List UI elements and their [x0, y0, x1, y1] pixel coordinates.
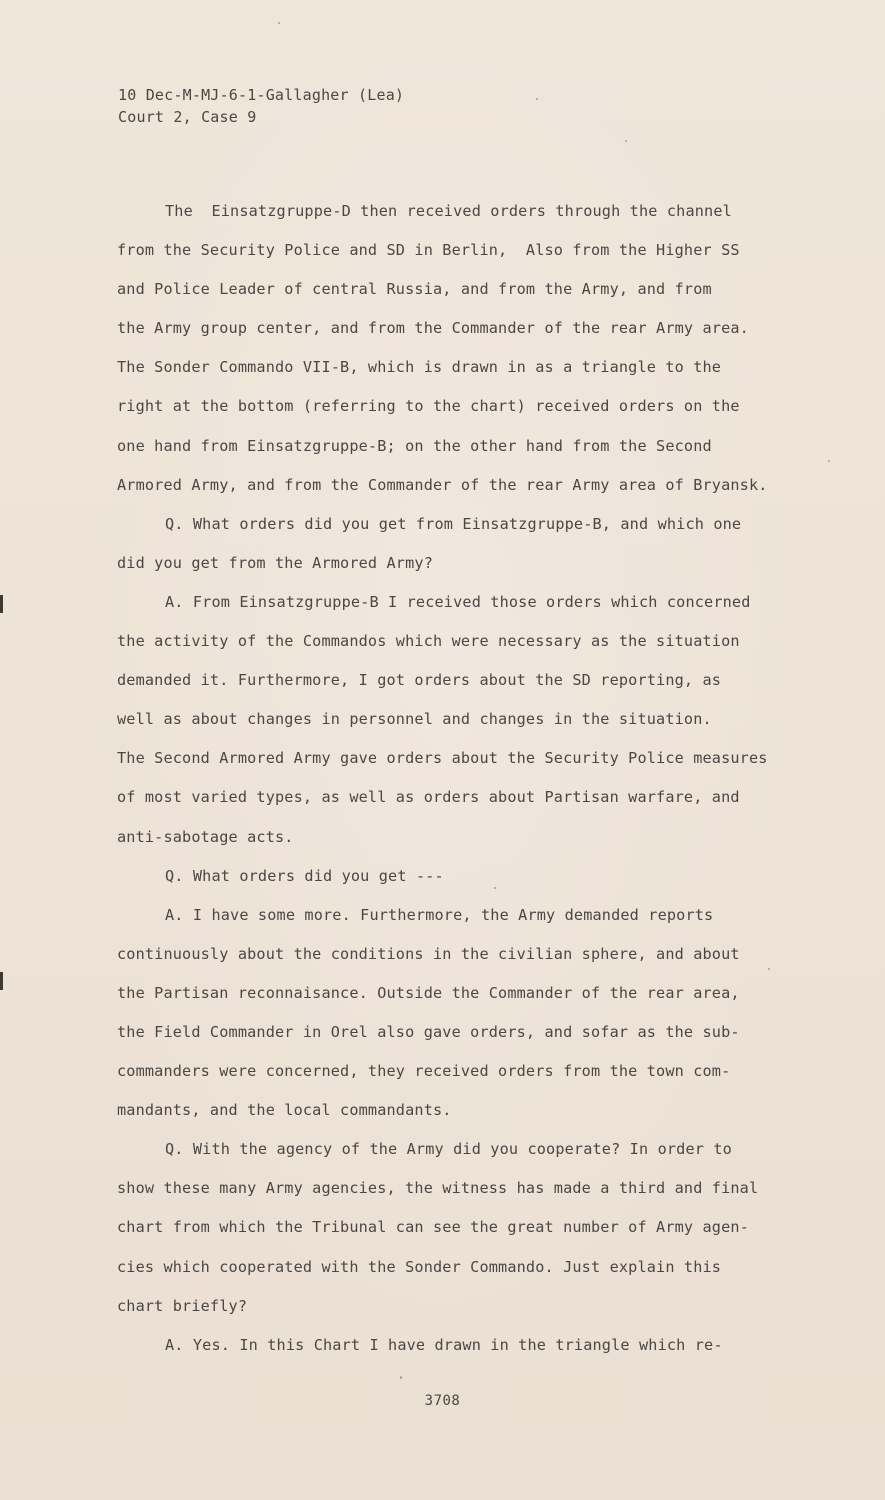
- text-line: anti-sabotage acts.: [117, 827, 294, 846]
- text-line: Armored Army, and from the Commander of the rear Army area of Bryansk.: [117, 475, 768, 494]
- text-line: cies which cooperated with the Sonder Commando. Just explain this: [117, 1257, 722, 1276]
- scan-speck: [828, 460, 830, 462]
- scan-speck: [625, 140, 627, 142]
- scan-speck: [278, 22, 280, 24]
- text-line: commanders were concerned, they received orders from the town com-: [117, 1062, 731, 1081]
- text-line: one hand from Einsatzgruppe-B; on the other hand from the Second: [117, 436, 712, 455]
- text-line: Q. What orders did you get from Einsatzgruppe-B, and which one: [165, 514, 742, 533]
- page-number: 3708: [424, 1393, 461, 1409]
- text-line: A. Yes. In this Chart I have drawn in the triangle which re-: [165, 1335, 723, 1354]
- header-reference-line: 10 Dec-M-MJ-6-1-Gallagher (Lea): [118, 86, 405, 104]
- text-line: A. I have some more. Furthermore, the Army demanded reports: [165, 905, 714, 924]
- text-line: mandants, and the local commandants.: [117, 1101, 452, 1120]
- text-line: the activity of the Commandos which were necessary as the situation: [117, 632, 740, 651]
- text-line: The Einsatzgruppe-D then received orders through the channel: [165, 202, 732, 220]
- scan-speck: [400, 1376, 402, 1379]
- text-line: and Police Leader of central Russia, and from the Army, and from: [117, 280, 712, 299]
- text-line: show these many Army agencies, the witness has made a third and final: [117, 1179, 759, 1198]
- text-line: well as about changes in personnel and changes in the situation.: [117, 710, 712, 729]
- text-line: right at the bottom (referring to the chart) received orders on the: [117, 397, 740, 416]
- text-line: chart from which the Tribunal can see the great number of Army agen-: [117, 1218, 749, 1237]
- text-line: the Partisan reconnaisance. Outside the Commander of the rear area,: [117, 983, 740, 1002]
- text-line: demanded it. Furthermore, I got orders about the SD reporting, as: [117, 671, 722, 690]
- text-line: Q. What orders did you get ---: [165, 866, 444, 885]
- text-line: The Second Armored Army gave orders about the Security Police measures: [117, 749, 768, 768]
- text-line: did you get from the Armored Army?: [117, 553, 433, 572]
- scan-speck: [536, 98, 538, 100]
- scan-edge-mark: [0, 595, 3, 613]
- scan-speck: [494, 887, 496, 889]
- text-line: A. From Einsatzgruppe-B I received those orders which concerned: [165, 592, 751, 611]
- document-header: [118, 84, 404, 128]
- text-line: the Army group center, and from the Commander of the rear Army area.: [117, 319, 749, 338]
- text-line: from the Security Police and SD in Berlin, Also from the Higher SS: [117, 241, 740, 260]
- transcript-body: [117, 196, 807, 1369]
- text-line: Q. With the agency of the Army did you cooperate? In order to: [165, 1140, 732, 1159]
- text-line: chart briefly?: [117, 1296, 248, 1315]
- scan-edge-mark: [0, 972, 3, 990]
- text-line: the Field Commander in Orel also gave orders, and sofar as the sub-: [117, 1022, 740, 1041]
- header-court-case-line: Court 2, Case 9: [118, 108, 257, 126]
- text-line: The Sonder Commando VII-B, which is drawn in as a triangle to the: [117, 358, 722, 377]
- scan-speck: [768, 968, 770, 970]
- text-line: of most varied types, as well as orders about Partisan warfare, and: [117, 788, 740, 807]
- text-line: continuously about the conditions in the civilian sphere, and about: [117, 944, 740, 963]
